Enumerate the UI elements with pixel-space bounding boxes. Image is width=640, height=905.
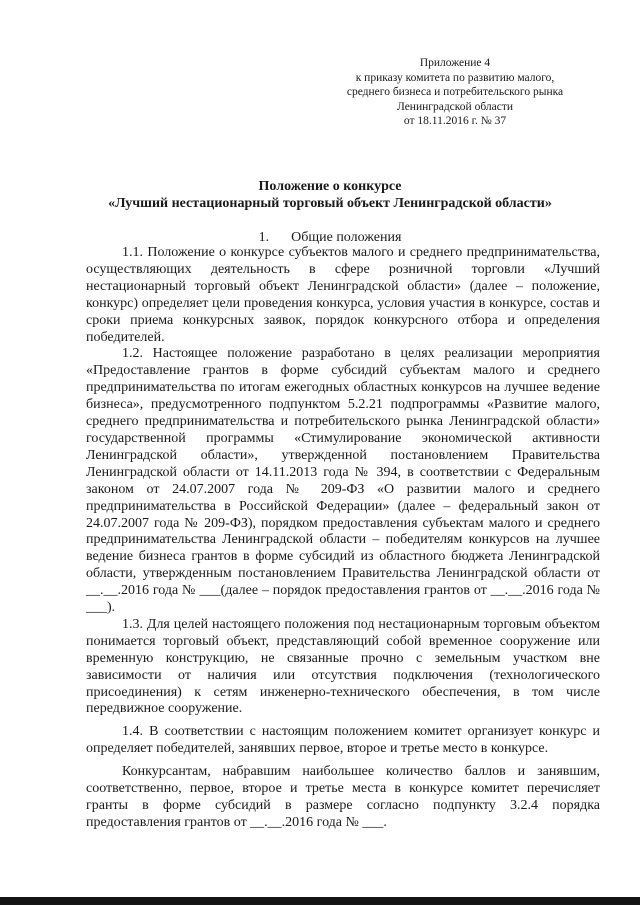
- appendix-line: Ленинградской области: [396, 100, 514, 113]
- paragraph-1-4: 1.4. В соответствии с настоящим положением комитет организует конкурс и определяет победителей, занявших первое, второе и третье место в конкурсе.: [86, 724, 600, 757]
- appendix-line: среднего бизнеса и потребительского рынка: [346, 86, 564, 98]
- paragraph-1-3: 1.3. Для целей настоящего положения под нестационарным торговым объектом понимается торговый объект, представляющий собой временное сооружение или временную конструкцию, не связанные прочно с земельным участком вне зависимости от наличия или отсутствия подключения (технологического присоединения) к сетям инженерно-технического обеспечения, в том числе передвижное сооружение.: [86, 616, 600, 717]
- paragraph-1-2: 1.2. Настоящее положение разработано в целях реализации мероприятия «Предоставление грантов в форме субсидий субъектам малого и среднего предпринимательства по итогам ежегодных областных конкурсов на лучшее ведение бизнеса», предусмотренного подпунктом 5.2.21 подпрограммы «Развитие малого, среднего предпринимательства и потребительского рынка Ленинградской области» государственной программы «Стимулирование экономической активности Ленинградской области», утвержденной постановлением Правительства Ленинградской области от 14.11.2013 года № 394, в соответствии с Федеральным законом от 24.07.2007 года № 209-ФЗ «О развитии малого и среднего предпринимательства в Российской Федерации» (далее – федеральный закон от 24.07.2007 года № 209-ФЗ), порядком предоставления субъектам малого и среднего предпринимательства Ленинградской области – победителям конкурсов на лучшее ведение бизнеса грантов в форме субсидий из областного бюджета Ленинградской области, утвержденным постановлением Правительства Ленинградской области от __.__.2016 года № ___(далее – порядок предоставления грантов от __.__.2016 года № ___).: [86, 346, 600, 616]
- document-body: [86, 245, 600, 832]
- document-title: [60, 178, 600, 212]
- appendix-line: от 18.11.2016 г. № 37: [403, 115, 507, 127]
- title-line-2: «Лучший нестационарный торговый объект Ленинградской области»: [108, 196, 552, 211]
- appendix-line: к приказу комитета по развитию малого,: [355, 71, 555, 84]
- appendix-line: Приложение 4: [419, 57, 491, 69]
- appendix-header: [330, 56, 580, 129]
- section-title: Общие положения: [291, 230, 402, 245]
- section-heading: [60, 229, 600, 246]
- paragraph-contestants: Конкурсантам, набравшим наибольшее количество баллов и занявшим, соответственно, первое, второе и третье места в конкурсе комитет перечисляет гранты в форме субсидий в размере согласно подпункту 3.2.4 порядка предоставления грантов от __.__.2016 года № ___.: [86, 764, 600, 830]
- section-number: 1.: [258, 230, 270, 245]
- title-line-1: Положение о конкурсе: [258, 179, 402, 194]
- paragraph-1-1: 1.1. Положение о конкурсе субъектов малого и среднего предпринимательства, осуществляющих деятельность в сфере розничной торговли «Лучший нестационарный торговый объект Ленинградской области» (далее – положение, конкурс) определяет цели проведения конкурса, условия участия в конкурсе, состав и сроки приема конкурсных заявок, порядок конкурсного отбора и определения победителей.: [86, 245, 600, 345]
- scan-bottom-edge: [0, 897, 640, 905]
